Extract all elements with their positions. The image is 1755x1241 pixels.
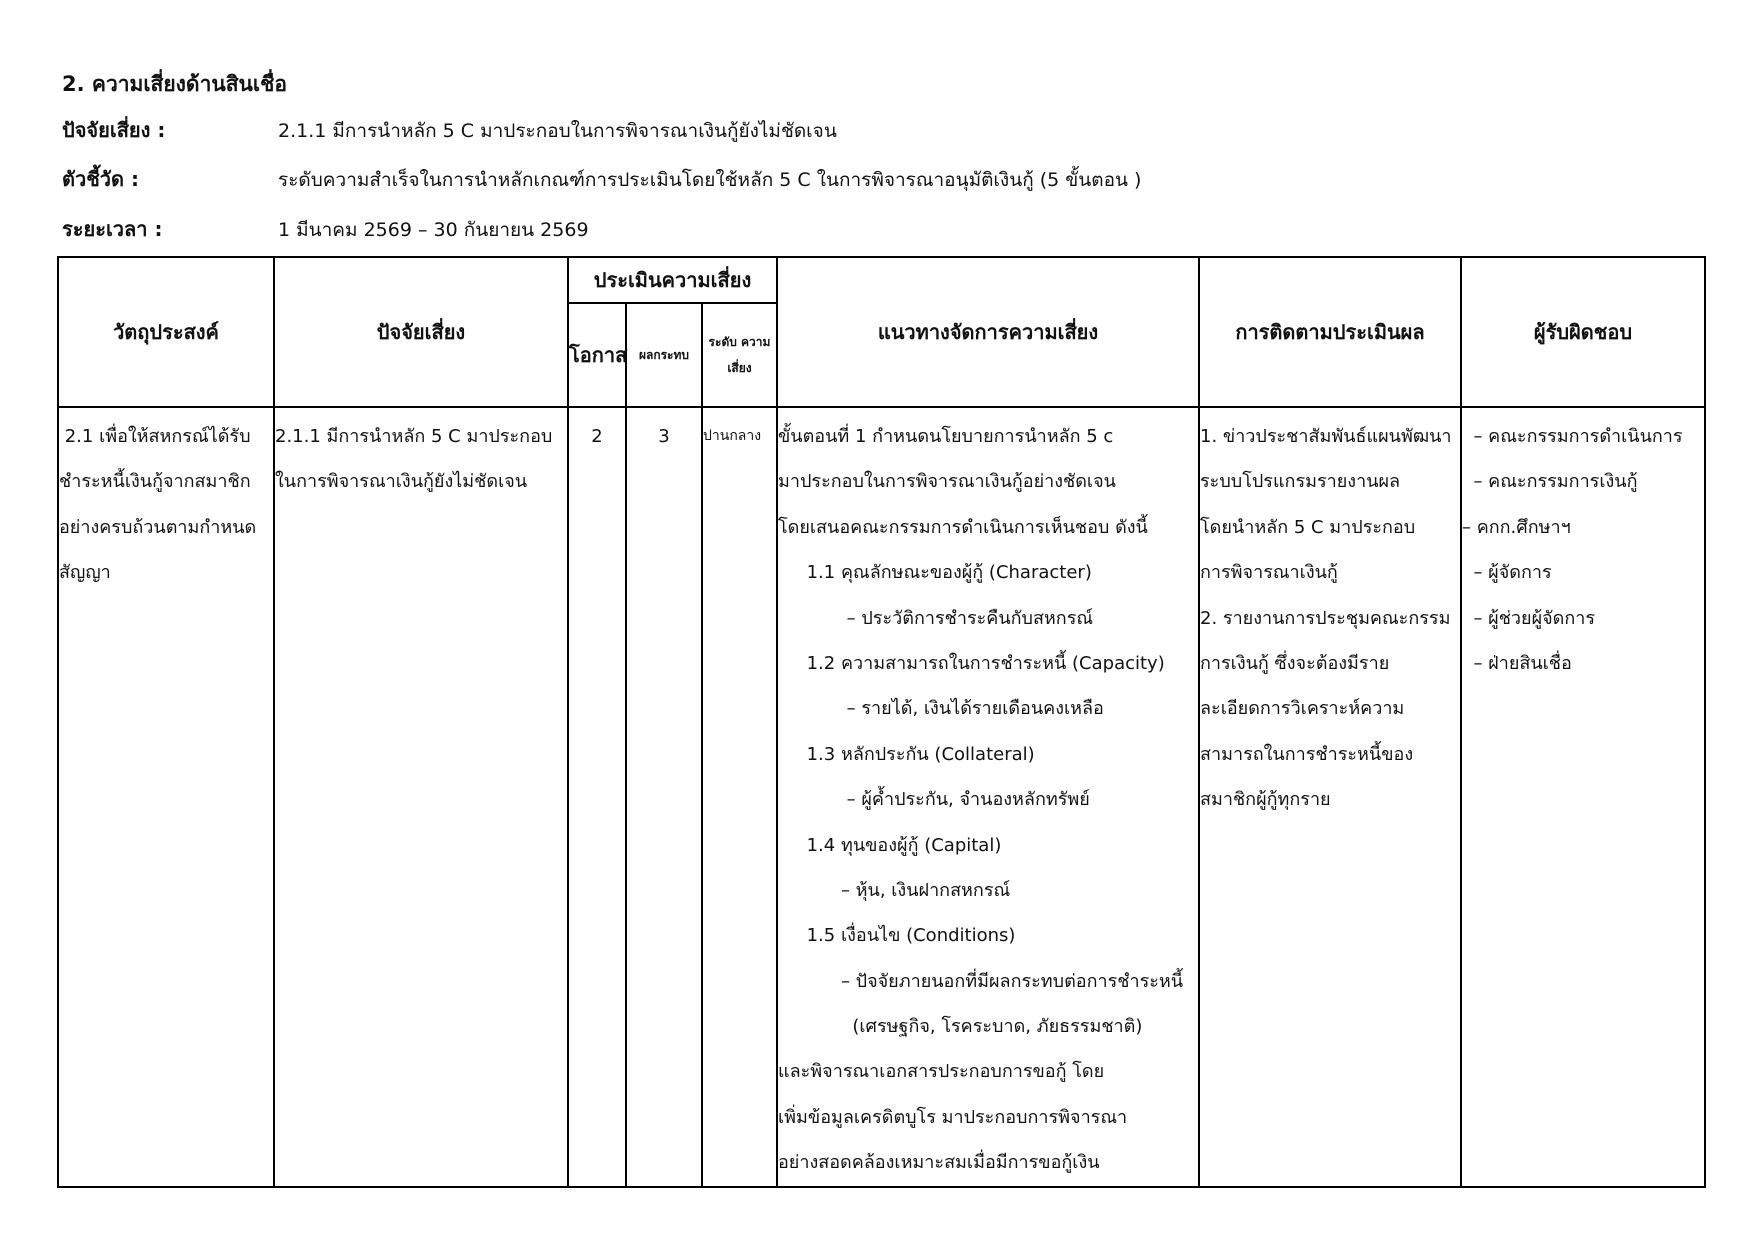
chance-value: 2 xyxy=(591,426,603,447)
impact-cell xyxy=(626,407,702,1187)
table-row xyxy=(58,407,1705,1187)
header-objective: วัตถุประสงค์ xyxy=(58,257,274,407)
responsible-line: – ผู้จัดการ xyxy=(1462,562,1552,584)
risk-factor-label: ปัจจัยเสี่ยง : xyxy=(62,118,166,142)
header-chance: โอกาส xyxy=(568,303,626,407)
header-level: ระดับ ความเสี่ยง xyxy=(702,303,777,407)
responsible-line: – คณะกรรมการเงินกู้ xyxy=(1462,471,1638,493)
indicator-row xyxy=(62,166,1662,193)
responsible-line: – ผู้ช่วยผู้จัดการ xyxy=(1462,607,1596,629)
header-responsible: ผู้รับผิดชอบ xyxy=(1461,257,1705,407)
indicator-label: ตัวชี้วัด : xyxy=(62,167,139,191)
risk-factor-line: ในการพิจารณาเงินกู้ยังไม่ชัดเจน xyxy=(275,471,528,493)
management-line: เพิ่มข้อมูลเครดิตบูโร มาประกอบการพิจารณา xyxy=(778,1106,1128,1128)
management-line: 1.2 ความสามารถในการชำระหนี้ (Capacity) xyxy=(778,652,1165,674)
management-cell xyxy=(777,407,1199,1187)
objective-line: 2.1 เพื่อให้สหกรณ์ได้รับ xyxy=(59,426,251,447)
monitoring-line: ละเอียดการวิเคราะห์ความ xyxy=(1200,698,1405,720)
management-line: มาประกอบในการพิจารณาเงินกู้อย่างชัดเจน xyxy=(778,471,1116,493)
objective-line: อย่างครบถ้วนตามกำหนด xyxy=(59,516,257,538)
level-cell xyxy=(702,407,777,1187)
header-monitoring: การติดตามประเมินผล xyxy=(1199,257,1461,407)
header-management: แนวทางจัดการความเสี่ยง xyxy=(777,257,1199,407)
management-line: 1.4 ทุนของผู้กู้ (Capital) xyxy=(778,834,1002,856)
header-impact: ผลกระทบ xyxy=(626,303,702,407)
management-line: – ประวัติการชำระคืนกับสหกรณ์ xyxy=(778,607,1094,629)
risk-factor-line: 2.1.1 มีการนำหลัก 5 C มาประกอบ xyxy=(275,426,553,447)
header-risk-factor: ปัจจัยเสี่ยง xyxy=(274,257,568,407)
period-row xyxy=(62,216,1662,243)
risk-factor-row xyxy=(62,117,1662,144)
header-row-top xyxy=(58,257,1705,303)
responsible-line: – คณะกรรมการดำเนินการ xyxy=(1462,426,1683,447)
monitoring-line: สามารถในการชำระหนี้ของ xyxy=(1200,743,1414,765)
objective-line: ชำระหนี้เงินกู้จากสมาชิก xyxy=(59,471,251,493)
management-line: ขั้นตอนที่ 1 กำหนดนโยบายการนำหลัก 5 c xyxy=(778,426,1114,447)
monitoring-line: ระบบโปรแกรมรายงานผล xyxy=(1200,471,1401,493)
monitoring-line: สมาชิกผู้กู้ทุกราย xyxy=(1200,789,1331,811)
chance-cell xyxy=(568,407,626,1187)
risk-management-table xyxy=(57,256,1706,1188)
risk-factor-value: 2.1.1 มีการนำหลัก 5 C มาประกอบในการพิจารณาเงินกู้ยังไม่ชัดเจน xyxy=(278,120,837,142)
monitoring-line: 2. รายงานการประชุมคณะกรรม xyxy=(1200,607,1451,629)
management-line: – หุ้น, เงินฝากสหกรณ์ xyxy=(778,879,1011,901)
management-line: 1.1 คุณลักษณะของผู้กู้ (Character) xyxy=(778,562,1092,584)
objective-line: สัญญา xyxy=(59,562,111,584)
monitoring-line: การพิจารณาเงินกู้ xyxy=(1200,562,1338,584)
objective-cell xyxy=(58,407,274,1187)
monitoring-line: การเงินกู้ ซึ่งจะต้องมีราย xyxy=(1200,652,1390,674)
monitoring-line: 1. ข่าวประชาสัมพันธ์แผนพัฒนา xyxy=(1200,426,1452,447)
responsible-line: – คกก.ศึกษาฯ xyxy=(1462,516,1571,538)
management-line: 1.5 เงื่อนไข (Conditions) xyxy=(778,925,1016,947)
impact-value: 3 xyxy=(658,426,670,447)
section-heading: 2. ความเสี่ยงด้านสินเชื่อ xyxy=(62,72,287,96)
indicator-value: ระดับความสำเร็จในการนำหลักเกณฑ์การประเมินโดยใช้หลัก 5 C ในการพิจารณาอนุมัติเงินกู้ (5 ขั้นตอน ) xyxy=(278,169,1142,191)
responsible-cell xyxy=(1461,407,1705,1187)
management-line: – รายได้, เงินได้รายเดือนคงเหลือ xyxy=(778,698,1104,720)
management-line: อย่างสอดคล้องเหมาะสมเมื่อมีการขอกู้เงิน xyxy=(778,1152,1100,1174)
management-line: – ปัจจัยภายนอกที่มีผลกระทบต่อการชำระหนี้ xyxy=(778,970,1184,992)
management-line: 1.3 หลักประกัน (Collateral) xyxy=(778,743,1035,765)
period-value: 1 มีนาคม 2569 – 30 กันยายน 2569 xyxy=(278,219,589,241)
management-line: และพิจารณาเอกสารประกอบการขอกู้ โดย xyxy=(778,1061,1105,1083)
monitoring-cell xyxy=(1199,407,1461,1187)
management-line: (เศรษฐกิจ, โรคระบาด, ภัยธรรมชาติ) xyxy=(778,1016,1143,1038)
level-value: ปานกลาง xyxy=(703,428,762,444)
period-label: ระยะเวลา : xyxy=(62,217,163,241)
management-line: โดยเสนอคณะกรรมการดำเนินการเห็นชอบ ดังนี้ xyxy=(778,516,1148,538)
responsible-line: – ฝ่ายสินเชื่อ xyxy=(1462,652,1572,674)
header-assessment: ประเมินความเสี่ยง xyxy=(568,257,777,303)
risk-factor-cell xyxy=(274,407,568,1187)
management-line: – ผู้ค้ำประกัน, จำนองหลักทรัพย์ xyxy=(778,789,1090,811)
monitoring-line: โดยนำหลัก 5 C มาประกอบ xyxy=(1200,516,1416,538)
